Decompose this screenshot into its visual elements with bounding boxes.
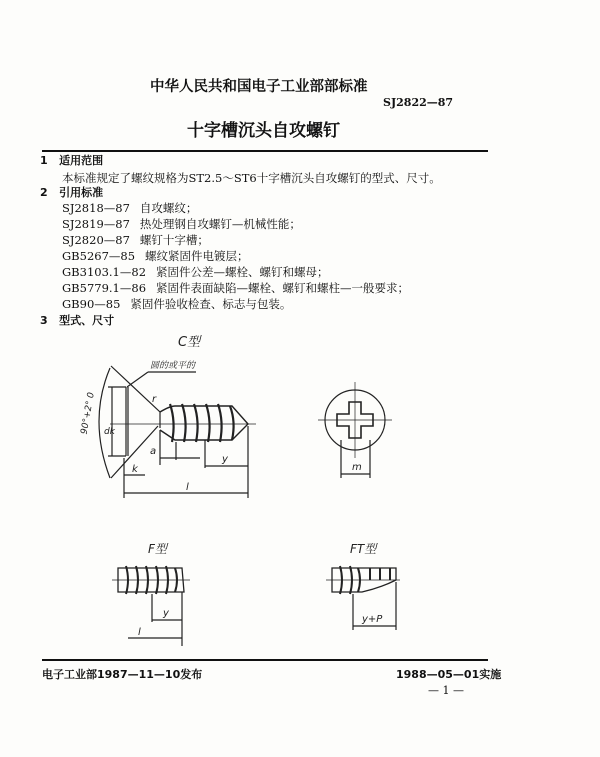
standard-code: SJ2822—87 — [383, 96, 454, 109]
section-heading-text: 适用范围 — [59, 154, 104, 167]
angle-arc — [99, 368, 110, 478]
a-label: a — [150, 446, 157, 457]
dk-label: dk — [104, 427, 115, 437]
l-label: l — [186, 482, 189, 493]
section-1-text: 本标准规定了螺纹规格为ST2.5～ST6十字槽沉头自攻螺钉的型式、尺寸。 — [62, 171, 441, 185]
footer-rule — [42, 659, 488, 661]
reference-item: GB90—85 紧固件验收检查、标志与包装。 — [62, 297, 292, 311]
reference-item: GB5267—85 螺纹紧固件电镀层； — [62, 249, 249, 263]
reference-item: SJ2820—87 螺钉十字槽； — [62, 233, 209, 247]
head-note-label: 圆的或平的 — [150, 361, 196, 371]
section-heading-text: 引用标准 — [59, 186, 104, 199]
effective-date: 1988—05—01实施 — [396, 668, 502, 681]
angle-label: 90°+2° 0 — [79, 391, 97, 436]
section-3-heading — [40, 314, 114, 328]
issue-date: 电子工业部1987—11—10发布 — [42, 668, 203, 681]
f-l-label: l — [138, 627, 141, 638]
section-1-heading — [40, 154, 103, 168]
k-label: k — [132, 464, 138, 475]
section-number: 3 — [40, 314, 48, 327]
reference-item: SJ2818—87 自攻螺纹； — [62, 201, 198, 215]
f-type-label: F型 — [148, 542, 167, 556]
ft-type-label: FT型 — [350, 542, 377, 556]
f-y-label: y — [163, 608, 169, 619]
reference-item: GB5779.1—86 紧固件表面缺陷—螺栓、螺钉和螺柱—一般要求； — [62, 281, 410, 295]
reference-item: SJ2819—87 热处理钢自攻螺钉—机械性能； — [62, 217, 301, 231]
m-label: m — [352, 462, 362, 473]
section-number: 2 — [40, 186, 48, 199]
r-label: r — [152, 394, 157, 405]
page-number: — 1 — — [428, 684, 464, 697]
y-label: y — [222, 454, 228, 465]
header-rule — [42, 150, 488, 152]
issuing-org: 中华人民共和国电子工业部部标准 — [150, 79, 368, 95]
section-heading-text: 型式、尺寸 — [59, 314, 115, 327]
screw-drawings — [0, 330, 600, 650]
section-2-heading — [40, 186, 103, 200]
ft-yp-label: y+P — [362, 614, 383, 625]
page-title: 十字槽沉头自攻螺钉 — [187, 121, 340, 141]
reference-item: GB3103.1—82 紧固件公差—螺栓、螺钉和螺母； — [62, 265, 329, 279]
section-number: 1 — [40, 154, 48, 167]
c-type-label: C型 — [178, 335, 201, 350]
